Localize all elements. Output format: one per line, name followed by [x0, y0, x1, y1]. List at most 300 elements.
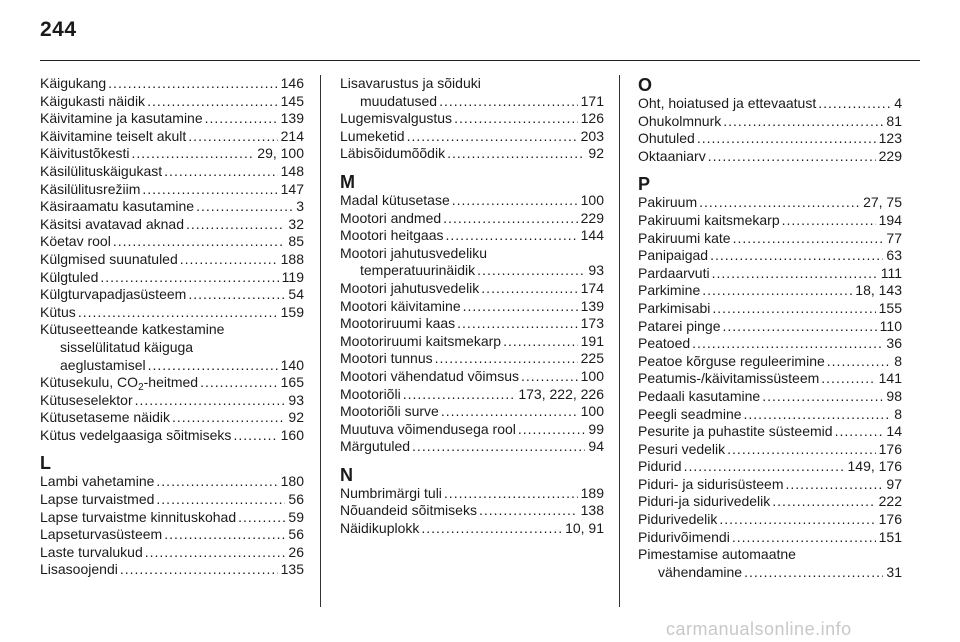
index-entry-term: Käsitsi avatavad aknad: [40, 215, 184, 232]
index-entry[interactable]: [340, 520, 604, 538]
index-entry-pages: 141: [878, 370, 902, 387]
header-rule: [40, 60, 920, 61]
index-entry-term: Mootori heitgaas: [340, 227, 444, 244]
index-entry-pages: 188: [280, 250, 304, 267]
index-entry-term: Lapse turvaistme kinnituskohad: [40, 508, 237, 525]
index-entry-term: Külgtuled: [40, 268, 99, 285]
index-entry-term: Pakiruumi kate: [638, 229, 731, 246]
page-number: 244: [40, 18, 77, 41]
dot-leader: [782, 212, 876, 230]
index-entry-term: Käivitustõkesti: [40, 145, 130, 162]
index-entry-term: sisselülitatud käiguga: [60, 338, 194, 355]
index-entry-term: Näidikuplokk: [340, 520, 420, 537]
index-entry-term: muudatused: [360, 92, 438, 109]
index-entry[interactable]: [40, 544, 304, 562]
index-entry-pages: 93: [288, 391, 304, 408]
index-entry-pages: 180: [280, 473, 304, 490]
index-entry-term: Mootori andmed: [340, 209, 442, 226]
dot-leader: [196, 198, 293, 216]
index-entry[interactable]: [638, 546, 902, 581]
dot-leader: [439, 93, 578, 111]
dot-leader: [205, 110, 278, 128]
index-entry-term: Käsilülitusrežiim: [40, 180, 141, 197]
index-entry-term: Pidurivedelik: [638, 511, 718, 528]
index-entry-term: Kütus: [40, 303, 76, 320]
index-entry-pages: 36: [886, 335, 902, 352]
index-entry-term: Pidurid: [638, 458, 682, 475]
index-entry-term: Käigukasti näidik: [40, 92, 146, 109]
index-entry-pages: 140: [280, 356, 304, 373]
dot-leader: [145, 544, 286, 562]
index-letter-heading: O: [638, 75, 653, 95]
index-entry-pages: 173: [580, 315, 604, 332]
dot-leader: [821, 370, 875, 388]
index-entry[interactable]: [638, 113, 902, 131]
index-entry[interactable]: [340, 368, 604, 386]
index-entry-term: Parkimine: [638, 282, 701, 299]
index-entry[interactable]: [40, 181, 304, 199]
index-entry-pages: 146: [280, 75, 304, 91]
index-entry[interactable]: [40, 491, 304, 509]
index-entry-term: Pesurite ja puhastite süsteemid: [638, 423, 833, 440]
index-entry[interactable]: [40, 526, 304, 544]
dot-leader: [180, 251, 278, 269]
index-entry-pages: 155: [878, 299, 902, 316]
index-entry-pages: 191: [580, 332, 604, 349]
index-entry-term: Kütusetaseme näidik: [40, 409, 170, 426]
index-entry[interactable]: [638, 335, 902, 353]
index-entry-pages: 173, 222, 226: [518, 385, 604, 402]
index-entry[interactable]: [340, 438, 604, 456]
dot-leader: [719, 511, 875, 529]
dot-leader: [238, 509, 285, 527]
index-entry-term: Kütuseetteande katkestamine: [40, 321, 225, 338]
dot-leader: [412, 438, 585, 456]
dot-leader: [452, 192, 578, 210]
index-entry-term: Peatoed: [638, 335, 691, 352]
dot-leader: [100, 269, 278, 287]
index-entry[interactable]: [638, 318, 902, 336]
index-entry-pages: 139: [580, 297, 604, 314]
index-entry-pages: 151: [878, 528, 902, 545]
index-entry[interactable]: [340, 502, 604, 520]
index-entry-term: Käivitamine ja kasutamine: [40, 110, 203, 127]
index-entry-term: Muutuva võimendusega rool: [340, 420, 516, 437]
index-entry[interactable]: [638, 265, 902, 283]
dot-leader: [403, 386, 516, 404]
index-entry-pages: 32: [288, 215, 304, 232]
index-entry[interactable]: [40, 374, 304, 392]
dot-leader: [521, 368, 578, 386]
index-entry[interactable]: [638, 148, 902, 166]
dot-leader: [727, 441, 875, 459]
index-entry[interactable]: [638, 247, 902, 265]
dot-leader: [712, 265, 878, 283]
index-entry-pages: 98: [886, 387, 902, 404]
index-entry-term: Peatumis-/käivitamissüsteem: [638, 370, 820, 387]
index-entry[interactable]: [340, 75, 604, 110]
dot-leader: [147, 93, 278, 111]
dot-leader: [186, 216, 285, 234]
index-entry-pages: 171: [580, 92, 604, 109]
dot-leader: [732, 529, 876, 547]
dot-leader: [446, 227, 578, 245]
index-entry-term: Kütuseselektor: [40, 391, 133, 408]
dot-leader: [131, 145, 254, 163]
index-entry-term: Pedaali kasutamine: [638, 387, 761, 404]
dot-leader: [708, 148, 876, 166]
index-entry[interactable]: [638, 300, 902, 318]
index-entry-pages: 203: [580, 127, 604, 144]
index-entry-term: Piduri-ja sidurivedelik: [638, 493, 771, 510]
dot-leader: [441, 403, 578, 421]
index-entry-term: Külgmised suunatuled: [40, 250, 178, 267]
dot-leader: [702, 282, 852, 300]
index-entry[interactable]: [40, 561, 304, 579]
index-entry[interactable]: [40, 392, 304, 410]
index-entry-term: temperatuurinäidik: [360, 262, 476, 279]
index-entry[interactable]: [638, 511, 902, 529]
index-entry[interactable]: [40, 321, 304, 374]
index-entry[interactable]: [638, 230, 902, 248]
index-entry-term: Laste turvalukud: [40, 543, 143, 560]
index-entry-term: Pimestamise automaatne: [638, 546, 796, 563]
index-entry-pages: 135: [280, 561, 304, 578]
dot-leader: [786, 476, 884, 494]
dot-leader: [477, 262, 585, 280]
dot-leader: [148, 357, 278, 375]
index-entry[interactable]: [638, 406, 902, 424]
index-entry[interactable]: [40, 473, 304, 491]
index-entry[interactable]: [40, 128, 304, 146]
index-entry-pages: 18, 143: [855, 282, 902, 299]
index-entry-term: Kütus vedelgaasiga sõitmiseks: [40, 426, 232, 443]
index-entry[interactable]: [638, 130, 902, 148]
index-entry-term: Käsiraamatu kasutamine: [40, 198, 195, 215]
index-entry[interactable]: [638, 476, 902, 494]
index-entry[interactable]: [40, 269, 304, 287]
dot-leader: [447, 145, 585, 163]
dot-leader: [772, 493, 875, 511]
index-entry[interactable]: [40, 251, 304, 269]
index-entry-term: Mootori jahutusvedelik: [340, 279, 480, 296]
index-entry[interactable]: [40, 110, 304, 128]
index-entry[interactable]: [40, 93, 304, 111]
index-entry-term: Läbisõidumõõdik: [340, 145, 446, 162]
dot-leader: [463, 298, 578, 316]
dot-leader: [108, 75, 277, 93]
dot-leader: [421, 520, 562, 538]
index-entry-pages: 29, 100: [257, 145, 304, 162]
dot-leader: [443, 210, 577, 228]
index-entry-term: Lumeketid: [340, 127, 405, 144]
dot-leader: [723, 318, 877, 336]
index-entry-term: Märgutuled: [340, 438, 411, 455]
dot-leader: [78, 304, 278, 322]
index-entry-pages: 26: [288, 543, 304, 560]
index-entry-term: Peegli seadmine: [638, 405, 742, 422]
index-entry-pages: 229: [580, 209, 604, 226]
index-entry-pages: 94: [588, 438, 604, 455]
dot-leader: [113, 233, 286, 251]
index-entry-term: Pakiruum: [638, 194, 698, 211]
dot-leader: [692, 335, 883, 353]
index-entry-term: Mootoriõli: [340, 385, 401, 402]
index-entry-term: Mootoriõli surve: [340, 403, 439, 420]
index-entry-pages: 3: [296, 198, 304, 215]
index-column-2: [340, 75, 604, 538]
index-entry-term: Mootori tunnus: [340, 350, 433, 367]
index-entry-pages: 145: [280, 92, 304, 109]
index-entry[interactable]: [340, 128, 604, 146]
dot-leader: [697, 130, 876, 148]
index-entry-pages: 149, 176: [847, 458, 902, 475]
dot-leader: [699, 194, 860, 212]
dot-leader: [444, 485, 578, 503]
index-entry-term: Oktaaniarv: [638, 147, 706, 164]
dot-leader: [164, 163, 277, 181]
index-entry-term: Mootoriruumi kaas: [340, 315, 456, 332]
dot-leader: [835, 423, 884, 441]
index-entry[interactable]: [638, 493, 902, 511]
index-entry-pages: 222: [878, 493, 902, 510]
index-entry-pages: 85: [288, 233, 304, 250]
index-entry-pages: 100: [580, 367, 604, 384]
index-entry-term: Mootori jahutusvedeliku: [340, 244, 488, 261]
dot-leader: [762, 388, 883, 406]
dot-leader: [164, 526, 285, 544]
index-entry-term: Numbrimärgi tuli: [340, 484, 442, 501]
index-entry-pages: 123: [878, 130, 902, 147]
dot-leader: [156, 473, 277, 491]
dot-leader: [744, 564, 883, 582]
dot-leader: [407, 128, 578, 146]
index-entry-pages: 92: [588, 145, 604, 162]
index-letter-heading: M: [340, 171, 355, 192]
index-entry-term: Oht, hoiatused ja ettevaatust: [638, 95, 817, 111]
dot-leader: [200, 374, 278, 392]
index-letter-heading: P: [638, 174, 651, 195]
index-entry-term: Pardaarvuti: [638, 264, 710, 281]
dot-leader: [503, 333, 578, 351]
index-entry[interactable]: [340, 210, 604, 228]
index-entry-pages: 176: [878, 511, 902, 528]
index-entry-pages: 119: [281, 268, 304, 285]
column-divider-2: [619, 75, 620, 607]
index-entry[interactable]: [40, 509, 304, 527]
index-letter-heading: N: [340, 464, 353, 485]
dot-leader: [454, 110, 578, 128]
index-entry-term: Peatoe kõrguse reguleerimine: [638, 352, 825, 369]
index-entry[interactable]: [340, 333, 604, 351]
index-entry[interactable]: [40, 304, 304, 322]
index-entry-pages: 8: [894, 405, 902, 422]
index-entry[interactable]: [638, 529, 902, 547]
dot-leader: [712, 300, 875, 318]
dot-leader: [135, 392, 286, 410]
index-entry[interactable]: [340, 245, 604, 280]
index-entry-pages: 99: [588, 420, 604, 437]
index-entry-term: Parkimisabi: [638, 299, 711, 316]
index-entry-pages: 59: [288, 508, 304, 525]
index-entry-pages: 189: [580, 484, 604, 501]
index-entry-pages: 100: [580, 403, 604, 420]
index-entry-pages: 93: [588, 262, 604, 279]
dot-leader: [723, 113, 883, 131]
index-entry[interactable]: [340, 110, 604, 128]
index-entry-term: Käsilülituskäigukast: [40, 162, 163, 179]
index-entry[interactable]: [638, 388, 902, 406]
index-entry[interactable]: [638, 423, 902, 441]
dot-leader: [233, 427, 277, 445]
index-entry[interactable]: [638, 95, 902, 113]
index-entry-pages: 111: [880, 264, 902, 281]
index-entry-term: Madal kütusetase: [340, 191, 450, 208]
index-entry[interactable]: [340, 227, 604, 245]
index-entry-pages: 92: [288, 409, 304, 426]
index-column-1: [40, 75, 304, 579]
index-entry-term: Käivitamine teiselt akult: [40, 127, 187, 144]
index-entry-term: Käigukang: [40, 75, 107, 91]
index-entry-term: Patarei pinge: [638, 317, 721, 334]
index-entry-pages: 10, 91: [565, 520, 604, 537]
index-entry-pages: 56: [288, 491, 304, 508]
index-entry-term: Panipaigad: [638, 247, 709, 264]
index-entry[interactable]: [638, 353, 902, 371]
index-entry-term: Lapse turvaistmed: [40, 491, 155, 508]
index-entry-term: Piduri- ja sidurisüsteem: [638, 475, 784, 492]
index-entry[interactable]: [638, 282, 902, 300]
index-entry-pages: 176: [878, 440, 902, 457]
index-entry[interactable]: [40, 286, 304, 304]
index-entry-pages: 165: [280, 374, 304, 391]
index-entry[interactable]: [40, 198, 304, 216]
index-entry[interactable]: [638, 370, 902, 388]
dot-leader: [481, 280, 577, 298]
index-entry-pages: 97: [886, 475, 902, 492]
index-entry-term: Pakiruumi kaitsmekarp: [638, 211, 780, 228]
index-entry-term: Mootoriruumi kaitsmekarp: [340, 332, 502, 349]
index-entry[interactable]: [638, 441, 902, 459]
index-entry-pages: 110: [879, 317, 902, 334]
dot-leader: [684, 458, 845, 476]
index-entry[interactable]: [638, 458, 902, 476]
index-entry[interactable]: [40, 409, 304, 427]
index-entry-pages: 27, 75: [863, 194, 902, 211]
index-entry[interactable]: [340, 403, 604, 421]
index-entry[interactable]: [40, 145, 304, 163]
index-entry-term: Lugemisvalgustus: [340, 110, 453, 127]
index-entry-term: aeglustamisel: [60, 356, 146, 373]
index-entry[interactable]: [40, 233, 304, 251]
index-entry-term: Lapseturvasüsteem: [40, 526, 163, 543]
dot-leader: [818, 95, 891, 113]
index-entry-pages: 214: [280, 127, 304, 144]
dot-leader: [733, 230, 884, 248]
index-entry-pages: 77: [886, 229, 902, 246]
index-entry-pages: 126: [580, 110, 604, 127]
index-entry-pages: 159: [280, 303, 304, 320]
index-entry-pages: 8: [894, 352, 902, 369]
index-entry[interactable]: [40, 163, 304, 181]
index-entry[interactable]: [638, 194, 902, 212]
index-entry[interactable]: [340, 485, 604, 503]
index-entry-pages: 63: [886, 247, 902, 264]
index-entry-pages: 14: [886, 423, 902, 440]
index-entry-term: Nõuandeid sõitmiseks: [340, 502, 477, 519]
index-column-3: [638, 75, 902, 581]
index-entry-pages: 229: [878, 147, 902, 164]
index-entry[interactable]: [340, 350, 604, 368]
index-entry-pages: 160: [280, 426, 304, 443]
index-entry-pages: 174: [580, 279, 604, 296]
index-entry[interactable]: [40, 427, 304, 445]
dot-leader: [435, 350, 578, 368]
index-entry[interactable]: [340, 145, 604, 163]
index-entry-pages: 225: [580, 350, 604, 367]
index-entry-pages: 56: [288, 526, 304, 543]
dot-leader: [156, 491, 285, 509]
index-entry[interactable]: [40, 75, 304, 93]
dot-leader: [188, 128, 277, 146]
index-entry[interactable]: [340, 315, 604, 333]
dot-leader: [518, 421, 586, 439]
index-entry-pages: 31: [886, 563, 902, 580]
index-entry-term: Kütusekulu, $CO_2$-heitmed: [40, 374, 199, 394]
column-divider-1: [320, 75, 321, 607]
index-entry-term: Pesuri vedelik: [638, 440, 726, 457]
index-entry-term: Mootori vähendatud võimsus: [340, 367, 519, 384]
index-entry-pages: 4: [894, 95, 902, 111]
watermark: carmanualsonline.info: [666, 619, 852, 639]
index-entry-term: Lisavarustus ja sõiduki: [340, 75, 481, 91]
index-entry-pages: 54: [288, 286, 304, 303]
dot-leader: [479, 502, 578, 520]
index-entry-term: Ohukolmnurk: [638, 112, 722, 129]
index-entry-pages: 100: [580, 191, 604, 208]
dot-leader: [188, 286, 285, 304]
index-entry-term: Ohutuled: [638, 130, 695, 147]
dot-leader: [120, 561, 278, 579]
index-letter-heading: L: [40, 453, 51, 474]
index-entry-pages: 138: [580, 502, 604, 519]
index-entry[interactable]: [340, 280, 604, 298]
index-entry[interactable]: [340, 298, 604, 316]
index-entry-pages: 139: [280, 110, 304, 127]
index-entry-pages: 81: [886, 112, 902, 129]
index-entry[interactable]: [340, 192, 604, 210]
index-entry-term: Külgturvapadjasüsteem: [40, 286, 187, 303]
index-entry[interactable]: [40, 216, 304, 234]
dot-leader: [710, 247, 883, 265]
index-entry-pages: 148: [280, 162, 304, 179]
index-entry-pages: 194: [878, 211, 902, 228]
dot-leader: [142, 181, 277, 199]
index-entry[interactable]: [340, 421, 604, 439]
index-entry-term: Mootori käivitamine: [340, 297, 461, 314]
index-entry-term: Pidurivõimendi: [638, 528, 730, 545]
dot-leader: [827, 353, 891, 371]
index-entry-term: Köetav rool: [40, 233, 111, 250]
index-entry[interactable]: [340, 386, 604, 404]
dot-leader: [457, 315, 577, 333]
index-entry-term: Lisasoojendi: [40, 561, 118, 578]
index-entry-pages: 144: [580, 227, 604, 244]
dot-leader: [744, 406, 892, 424]
index-entry-term: Lambi vahetamine: [40, 473, 155, 490]
dot-leader: [172, 409, 285, 427]
index-entry[interactable]: [638, 212, 902, 230]
